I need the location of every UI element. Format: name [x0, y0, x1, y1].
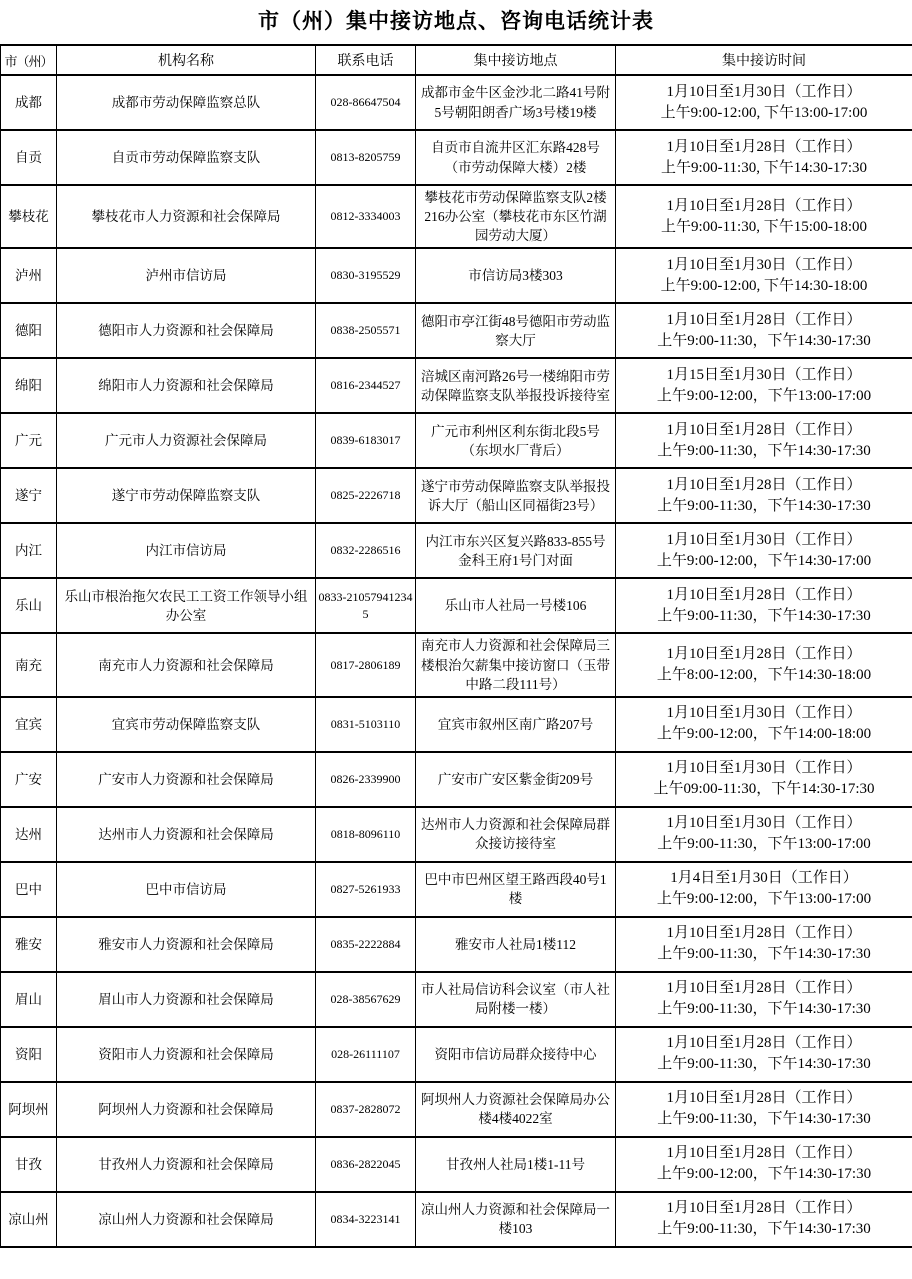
city-cell: 攀枝花 [1, 185, 57, 248]
time-date-line: 1月10日至1月30日（工作日） [666, 531, 862, 548]
table-row [1, 523, 912, 578]
org-name-cell: 雅安市人力资源和社会保障局 [57, 917, 316, 972]
org-name-cell: 宜宾市劳动保障监察支队 [57, 697, 316, 752]
time-date-line: 1月10日至1月28日（工作日） [666, 586, 862, 603]
org-name-cell: 成都市劳动保障监察总队 [57, 75, 316, 130]
time-date-line: 1月10日至1月28日（工作日） [666, 421, 862, 438]
address-cell: 成都市金牛区金沙北二路41号附5号朝阳朗香广场3号楼19楼 [416, 75, 616, 130]
time-date-line: 1月4日至1月30日（工作日） [670, 870, 858, 887]
time-cell [616, 972, 912, 1027]
time-cell [616, 917, 912, 972]
org-name-cell: 眉山市人力资源和社会保障局 [57, 972, 316, 1027]
org-name-cell: 泸州市信访局 [57, 248, 316, 303]
city-cell: 内江 [1, 523, 57, 578]
address-cell: 内江市东兴区复兴路833-855号金科王府1号门对面 [416, 523, 616, 578]
org-name-cell: 德阳市人力资源和社会保障局 [57, 303, 316, 358]
time-hours-line: 上午9:00-11:30，下午14:30-17:30 [657, 497, 871, 514]
table-row [1, 578, 912, 633]
phone-cell: 0825-2226718 [316, 468, 416, 523]
table-row [1, 185, 912, 248]
address-cell: 广安市广安区紫金街209号 [416, 752, 616, 807]
time-cell [616, 752, 912, 807]
city-cell: 成都 [1, 75, 57, 130]
time-cell [616, 1137, 912, 1192]
time-date-line: 1月10日至1月30日（工作日） [666, 760, 862, 777]
time-cell [616, 75, 912, 130]
time-cell [616, 1082, 912, 1137]
table-row [1, 248, 912, 303]
header-address: 集中接访地点 [416, 45, 616, 75]
city-cell: 巴中 [1, 862, 57, 917]
table-row [1, 1082, 912, 1137]
phone-cell: 0812-3334003 [316, 185, 416, 248]
page-title: 市（州）集中接访地点、咨询电话统计表 [258, 9, 654, 33]
time-cell [616, 468, 912, 523]
address-cell: 市人社局信访科会议室（市人社局附楼一楼） [416, 972, 616, 1027]
time-hours-line: 上午9:00-12:00，下午14:30-17:30 [656, 1166, 872, 1183]
phone-cell: 0839-6183017 [316, 413, 416, 468]
phone-cell: 0813-8205759 [316, 130, 416, 185]
org-name-cell: 绵阳市人力资源和社会保障局 [57, 358, 316, 413]
phone-cell: 0818-8096110 [316, 807, 416, 862]
city-cell: 广元 [1, 413, 57, 468]
time-hours-line: 上午9:00-12:00，下午14:30-17:00 [656, 552, 872, 569]
time-cell [616, 303, 912, 358]
org-name-cell: 阿坝州人力资源和社会保障局 [57, 1082, 316, 1137]
header-time: 集中接访时间 [616, 45, 912, 75]
table-row [1, 75, 912, 130]
time-hours-line: 上午9:00-12:00，下午14:00-18:00 [656, 726, 872, 743]
time-hours-line: 上午9:00-12:00，下午13:00-17:00 [656, 891, 872, 908]
time-hours-line: 上午9:00-11:30，下午14:30-17:30 [657, 1001, 871, 1018]
time-date-line: 1月10日至1月28日（工作日） [666, 1090, 862, 1107]
org-name-cell: 攀枝花市人力资源和社会保障局 [57, 185, 316, 248]
city-cell: 资阳 [1, 1027, 57, 1082]
table-row [1, 358, 912, 413]
time-date-line: 1月10日至1月28日（工作日） [666, 980, 862, 997]
time-hours-line: 上午9:00-12:00，下午13:00-17:00 [656, 387, 872, 404]
phone-cell: 028-38567629 [316, 972, 416, 1027]
city-cell: 遂宁 [1, 468, 57, 523]
time-date-line: 1月10日至1月28日（工作日） [666, 476, 862, 493]
address-cell: 巴中市巴州区望王路西段40号1楼 [416, 862, 616, 917]
phone-cell: 0831-5103110 [316, 697, 416, 752]
city-cell: 南充 [1, 633, 57, 696]
time-cell [616, 697, 912, 752]
time-date-line: 1月10日至1月30日（工作日） [666, 256, 862, 273]
table-row [1, 1027, 912, 1082]
table-row [1, 1137, 912, 1192]
org-name-cell: 遂宁市劳动保障监察支队 [57, 468, 316, 523]
time-hours-line: 上午09:00-11:30，下午14:30-17:30 [653, 781, 875, 798]
table-body [1, 75, 912, 1247]
address-cell: 德阳市亭江街48号德阳市劳动监察大厅 [416, 303, 616, 358]
city-cell: 自贡 [1, 130, 57, 185]
time-hours-line: 上午9:00-11:30，下午14:30-17:30 [657, 1056, 871, 1073]
time-date-line: 1月10日至1月30日（工作日） [666, 705, 862, 722]
reception-info-table [0, 44, 912, 1248]
time-hours-line: 上午8:00-12:00，下午14:30-18:00 [656, 667, 872, 684]
phone-cell: 0830-3195529 [316, 248, 416, 303]
city-cell: 眉山 [1, 972, 57, 1027]
header-phone: 联系电话 [316, 45, 416, 75]
address-cell: 凉山州人力资源和社会保障局一楼103 [416, 1192, 616, 1247]
address-cell: 南充市人力资源和社会保障局三楼根治欠薪集中接访窗口（玉带中路二段111号） [416, 633, 616, 696]
phone-cell: 0838-2505571 [316, 303, 416, 358]
city-cell: 绵阳 [1, 358, 57, 413]
address-cell: 雅安市人社局1楼112 [416, 917, 616, 972]
table-row [1, 413, 912, 468]
time-hours-line: 上午9:00-11:30，下午13:00-17:00 [657, 836, 871, 853]
time-cell [616, 578, 912, 633]
table-row [1, 972, 912, 1027]
address-cell: 攀枝花市劳动保障监察支队2楼216办公室（攀枝花市东区竹湖园劳动大厦） [416, 185, 616, 248]
table-header [1, 45, 912, 75]
phone-cell: 0834-3223141 [316, 1192, 416, 1247]
phone-cell: 0837-2828072 [316, 1082, 416, 1137]
time-cell [616, 862, 912, 917]
org-name-cell: 达州市人力资源和社会保障局 [57, 807, 316, 862]
time-date-line: 1月10日至1月28日（工作日） [666, 1200, 862, 1217]
header-city: 市（州） [1, 45, 57, 75]
address-cell: 甘孜州人社局1楼1-11号 [416, 1137, 616, 1192]
table-row [1, 1192, 912, 1247]
phone-cell: 028-26111107 [316, 1027, 416, 1082]
address-cell: 自贡市自流井区汇东路428号（市劳动保障大楼）2楼 [416, 130, 616, 185]
time-hours-line: 上午9:00-11:30，下午14:30-17:30 [657, 946, 871, 963]
phone-cell: 0816-2344527 [316, 358, 416, 413]
address-cell: 市信访局3楼303 [416, 248, 616, 303]
time-date-line: 1月10日至1月28日（工作日） [666, 138, 862, 155]
phone-cell: 0826-2339900 [316, 752, 416, 807]
phone-cell: 0833-210579412345 [316, 578, 416, 633]
city-cell: 泸州 [1, 248, 57, 303]
city-cell: 宜宾 [1, 697, 57, 752]
time-date-line: 1月15日至1月30日（工作日） [666, 366, 862, 383]
address-cell: 遂宁市劳动保障监察支队举报投诉大厅（船山区同福街23号） [416, 468, 616, 523]
time-hours-line: 上午9:00-11:30, 下午15:00-18:00 [660, 218, 868, 235]
phone-cell: 0836-2822045 [316, 1137, 416, 1192]
city-cell: 达州 [1, 807, 57, 862]
address-cell: 资阳市信访局群众接待中心 [416, 1027, 616, 1082]
city-cell: 德阳 [1, 303, 57, 358]
time-cell [616, 1192, 912, 1247]
phone-cell: 0817-2806189 [316, 633, 416, 696]
time-cell [616, 807, 912, 862]
time-cell [616, 523, 912, 578]
org-name-cell: 资阳市人力资源和社会保障局 [57, 1027, 316, 1082]
time-hours-line: 上午9:00-11:30, 下午14:30-17:30 [660, 159, 868, 176]
table-row [1, 862, 912, 917]
time-date-line: 1月10日至1月28日（工作日） [666, 1035, 862, 1052]
time-hours-line: 上午9:00-12:00, 下午14:30-18:00 [660, 277, 868, 294]
address-cell: 宜宾市叙州区南广路207号 [416, 697, 616, 752]
time-hours-line: 上午9:00-11:30，下午14:30-17:30 [657, 332, 871, 349]
city-cell: 甘孜 [1, 1137, 57, 1192]
table-row [1, 633, 912, 696]
org-name-cell: 乐山市根治拖欠农民工工资工作领导小组办公室 [57, 578, 316, 633]
phone-cell: 0827-5261933 [316, 862, 416, 917]
city-cell: 凉山州 [1, 1192, 57, 1247]
time-date-line: 1月10日至1月30日（工作日） [666, 815, 862, 832]
org-name-cell: 广安市人力资源和社会保障局 [57, 752, 316, 807]
org-name-cell: 凉山州人力资源和社会保障局 [57, 1192, 316, 1247]
table-row [1, 917, 912, 972]
time-cell [616, 413, 912, 468]
time-hours-line: 上午9:00-11:30，下午14:30-17:30 [657, 1221, 871, 1238]
city-cell: 阿坝州 [1, 1082, 57, 1137]
table-row [1, 468, 912, 523]
time-hours-line: 上午9:00-11:30，下午14:30-17:30 [657, 442, 871, 459]
city-cell: 广安 [1, 752, 57, 807]
time-date-line: 1月10日至1月28日（工作日） [666, 197, 862, 214]
time-date-line: 1月10日至1月28日（工作日） [666, 1145, 862, 1162]
time-cell [616, 248, 912, 303]
table-row [1, 807, 912, 862]
time-date-line: 1月10日至1月28日（工作日） [666, 925, 862, 942]
address-cell: 达州市人力资源和社会保障局群众接访接待室 [416, 807, 616, 862]
time-cell [616, 358, 912, 413]
org-name-cell: 广元市人力资源社会保障局 [57, 413, 316, 468]
table-row [1, 130, 912, 185]
org-name-cell: 巴中市信访局 [57, 862, 316, 917]
phone-cell: 028-86647504 [316, 75, 416, 130]
time-cell [616, 633, 912, 696]
time-hours-line: 上午9:00-11:30，下午14:30-17:30 [657, 607, 871, 624]
phone-cell: 0835-2222884 [316, 917, 416, 972]
time-date-line: 1月10日至1月28日（工作日） [666, 646, 862, 663]
org-name-cell: 自贡市劳动保障监察支队 [57, 130, 316, 185]
address-cell: 阿坝州人力资源社会保障局办公楼4楼4022室 [416, 1082, 616, 1137]
table-row [1, 752, 912, 807]
header-row [1, 45, 912, 75]
phone-cell: 0832-2286516 [316, 523, 416, 578]
time-hours-line: 上午9:00-12:00, 下午13:00-17:00 [660, 104, 868, 121]
org-name-cell: 内江市信访局 [57, 523, 316, 578]
address-cell: 广元市利州区利东街北段5号（东坝水厂背后） [416, 413, 616, 468]
time-date-line: 1月10日至1月30日（工作日） [666, 83, 862, 100]
address-cell: 乐山市人社局一号楼106 [416, 578, 616, 633]
org-name-cell: 甘孜州人力资源和社会保障局 [57, 1137, 316, 1192]
city-cell: 乐山 [1, 578, 57, 633]
time-cell [616, 130, 912, 185]
time-cell [616, 185, 912, 248]
time-date-line: 1月10日至1月28日（工作日） [666, 311, 862, 328]
header-org: 机构名称 [57, 45, 316, 75]
time-cell [616, 1027, 912, 1082]
city-cell: 雅安 [1, 917, 57, 972]
address-cell: 涪城区南河路26号一楼绵阳市劳动保障监察支队举报投诉接待室 [416, 358, 616, 413]
table-row [1, 303, 912, 358]
org-name-cell: 南充市人力资源和社会保障局 [57, 633, 316, 696]
time-hours-line: 上午9:00-11:30，下午14:30-17:30 [657, 1111, 871, 1128]
table-row [1, 697, 912, 752]
